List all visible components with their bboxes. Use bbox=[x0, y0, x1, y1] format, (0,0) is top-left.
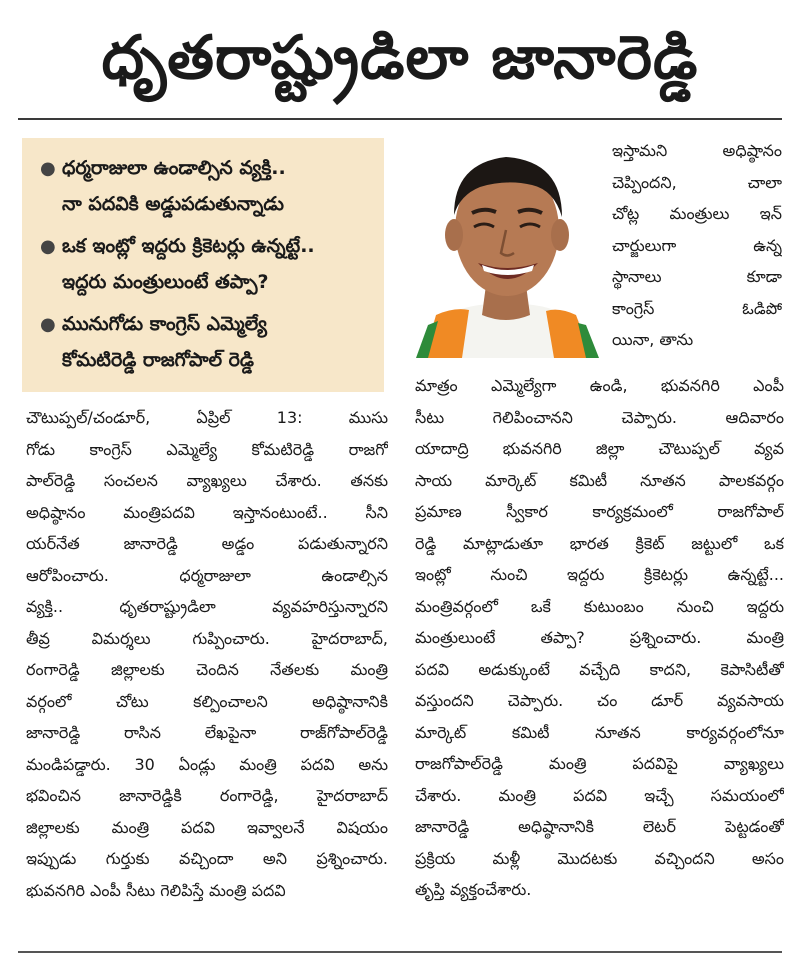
article-body-right bbox=[415, 370, 784, 906]
highlight-line: మునుగోడు కాంగ్రెస్ ఎమ్మెల్యే bbox=[62, 313, 267, 335]
article-line: రంగారెడ్డి జిల్లాలకు చెందిన నేతలకు మంత్రి bbox=[26, 660, 388, 679]
article-line: చార్జులుగా ఉన్న bbox=[612, 235, 782, 255]
article-line: తృప్తి వ్యక్తంచేశారు. bbox=[415, 880, 532, 899]
article-line: జిల్లాలకు మంత్రి పదవి ఇవ్వాలనే విషయం bbox=[26, 817, 388, 837]
headline: ధృతరాష్ట్రుడిలా జానారెడ్డి bbox=[101, 23, 699, 93]
highlight-line: ఒక ఇంట్లో ఇద్దరు క్రికెటర్లు ఉన్నట్టే.. bbox=[62, 235, 315, 257]
article-line: యాదాద్రి భువనగిరి జిల్లా చౌటుప్పల్ వ్యవ bbox=[415, 439, 784, 458]
article-line: రాజగోపాల్‌రెడ్డి మంత్రి పదవిపై వ్యాఖ్యలు bbox=[415, 754, 784, 773]
article-line: జానారెడ్డి రాసిన లేఖపైనా రాజ్‌గోపాల్‌రెడ్డి bbox=[26, 723, 388, 742]
article-line: చోట్ల మంత్రులు ఇన్ bbox=[612, 204, 782, 223]
article-line: ఇంట్లో నుంచి ఇద్దరు క్రికెటర్లు ఉన్నట్టే... bbox=[415, 565, 784, 584]
headline-rule bbox=[18, 118, 782, 120]
bullet-icon: ● bbox=[40, 236, 56, 257]
article-line: మంత్రులుంటే తప్పా? ప్రశ్నించారు. మంత్రి bbox=[415, 628, 784, 647]
article-line: చేశారు. మంత్రి పదవి ఇచ్చే సమయంలో bbox=[415, 785, 784, 805]
bullet-icon: ● bbox=[40, 314, 56, 335]
article-line: ఇస్తామని అధిష్ఠానం bbox=[612, 141, 782, 160]
article-body-left bbox=[26, 402, 388, 906]
highlight-item bbox=[36, 150, 372, 222]
article-line: జానారెడ్డి అధిష్ఠానానికి లెటర్ పెట్టడంతో bbox=[415, 817, 784, 836]
article-body-right-top bbox=[612, 135, 782, 356]
article-line: అధిష్ఠానం మంత్రిపదవి ఇస్తానంటుంటే.. సీని bbox=[26, 502, 388, 522]
article-line: పదవి అడుక్కుంటే వచ్చేది కాదని, కెపాసిటీతో bbox=[415, 659, 784, 679]
article-line: పాల్‌రెడ్డి సంచలన వ్యాఖ్యలు చేశారు. తనకు bbox=[26, 471, 388, 490]
article-line: వస్తుందని చెప్పారు. చం డూర్ వ్యవసాయ bbox=[415, 691, 784, 710]
highlights-box bbox=[22, 138, 384, 392]
highlight-line: ఇద్దరు మంత్రులుంటే తప్పా? bbox=[62, 271, 269, 293]
article-line: మండిపడ్డారు. 30 ఏండ్లు మంత్రి పదవి అను bbox=[26, 754, 388, 774]
highlight-item bbox=[36, 228, 372, 300]
article-line: గోడు కాంగ్రెస్ ఎమ్మెల్యే కోమటిరెడ్డి రాజగో bbox=[26, 439, 388, 459]
portrait-illustration bbox=[414, 135, 599, 358]
article-line: రెడ్డి మాట్లాడుతూ భారత క్రికెట్ జట్టులో ఒక bbox=[415, 533, 784, 553]
article-line: భవించిన జానారెడ్డికి రంగారెడ్డి, హైదరాబాద్ bbox=[26, 786, 388, 805]
article-line: ఆరోపించారు. ధర్మరాజులా ఉండాల్సిన bbox=[26, 565, 388, 585]
article-line: మార్కెట్ కమిటీ నూతన కార్యవర్గంలోనూ bbox=[415, 722, 784, 742]
article-line: భువనగిరి ఎంపీ సీటు గెలిపిస్తే మంత్రి పదవి bbox=[26, 880, 286, 900]
article-line: మాత్రం ఎమ్మెల్యేగా ఉండి, భువనగిరి ఎంపీ bbox=[415, 376, 784, 395]
highlights-list bbox=[36, 150, 372, 378]
bottom-rule bbox=[18, 951, 782, 953]
article-line: మంత్రివర్గంలో ఒకే కుటుంబం నుంచి ఇద్దరు bbox=[415, 596, 784, 616]
article-line: చౌటుప్పల్/చండూర్, ఏప్రిల్ 13: ముసు bbox=[26, 408, 388, 427]
article-line: సీటు గెలిపించానని చెప్పారు. ఆదివారం bbox=[415, 407, 784, 427]
highlight-line: ధర్మరాజులా ఉండాల్సిన వ్యక్తి.. bbox=[62, 157, 286, 179]
highlight-line: నా పదవికి అడ్డుపడుతున్నాడు bbox=[62, 193, 284, 215]
article-line: చెప్పిందని, చాలా bbox=[612, 172, 782, 192]
politician-photo bbox=[414, 135, 599, 358]
highlight-line: కోమటిరెడ్డి రాజగోపాల్ రెడ్డి bbox=[62, 349, 254, 371]
highlight-item bbox=[36, 306, 372, 378]
article-line: తీవ్ర విమర్శలు గుప్పించారు. హైదరాబాద్, bbox=[26, 628, 388, 648]
article-line: యర్‌నేత జానారెడ్డి అడ్డం పడుతున్నారని bbox=[26, 534, 388, 553]
article-line: ప్రమాణ స్వీకార కార్యక్రమంలో రాజగోపాల్ bbox=[415, 502, 784, 521]
article-line: వ్యక్తి.. ధృతరాష్ట్రుడిలా వ్యవహరిస్తున్నారని bbox=[26, 597, 388, 616]
article-line: కాంగ్రెస్ ఓడిపో bbox=[612, 298, 782, 318]
article-line: వర్గంలో చోటు కల్పించాలని అధిష్ఠానానికి bbox=[26, 691, 388, 711]
article-line: యినా, తాను bbox=[612, 330, 694, 349]
article-line: ఇప్పుడు గుర్తుకు వచ్చిందా అని ప్రశ్నించారు. bbox=[26, 849, 388, 868]
article-line: సాయ మార్కెట్ కమిటీ నూతన పాలకవర్గం bbox=[415, 470, 784, 490]
article-line: ప్రక్రియ మళ్లీ మొదటకు వచ్చిందని అసం bbox=[415, 848, 784, 868]
article-line: స్థానాలు కూడా bbox=[612, 267, 782, 286]
bullet-icon: ● bbox=[40, 158, 56, 179]
